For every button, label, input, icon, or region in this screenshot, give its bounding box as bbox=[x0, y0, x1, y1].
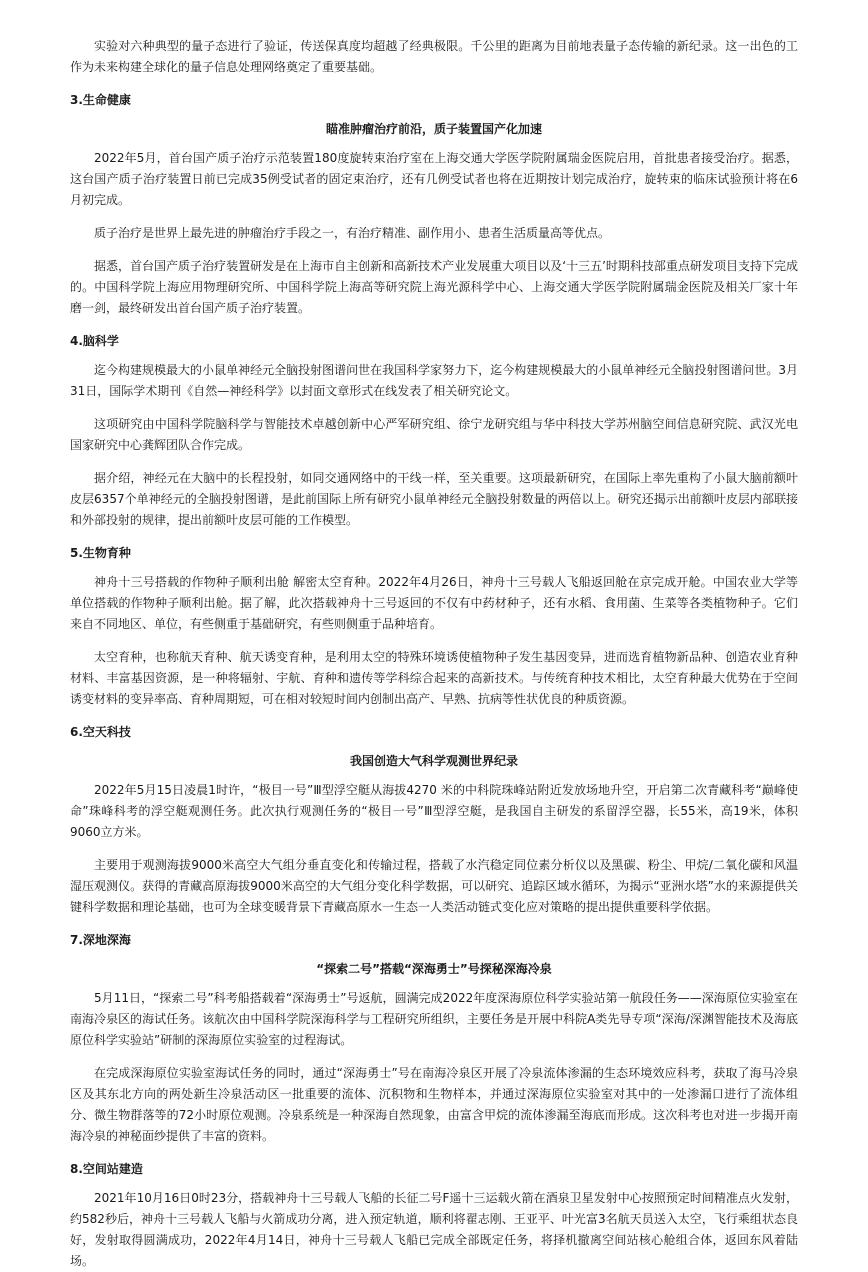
paragraph: 这项研究由中国科学院脑科学与智能技术卓越创新中心严军研究组、徐宁龙研究组与华中科技大学苏州脑空间信息研究院、武汉光电国家研究中心龚辉团队合作完成。 bbox=[70, 417, 798, 452]
paragraph: 据介绍，神经元在大脑中的长程投射，如同交通网络中的干线一样，至关重要。这项最新研究，在国际上率先重构了小鼠大脑前额叶皮层6357个单神经元的全脑投射图谱，是此前国际上所有研究小鼠单神经元全脑投射数量的两倍以上。研究还揭示出前额叶皮层内部联接和外部投射的规律，提出前额叶皮层可能的工作模型。 bbox=[70, 471, 798, 527]
article-title: 瞄准肿瘤治疗前沿，质子装置国产化加速 bbox=[325, 122, 542, 136]
paragraph: 实验对六种典型的量子态进行了验证，传送保真度均超越了经典极限。千公里的距离为目前地表量子态传输的新纪录。这一出色的工作为未来构建全球化的量子信息处理网络奠定了重要基础。 bbox=[70, 39, 798, 74]
paragraph: 2022年5月15日凌晨1时许，“极目一号”Ⅲ型浮空艇从海拔4270 米的中科院珠峰站附近发放场地升空，开启第二次青藏科考“巅峰使命”珠峰科考的浮空艇观测任务。此次执行观测任务的“极目一号”Ⅲ型浮空艇，是我国自主研发的系留浮空器，长55米，高19米，体积9060立方米。 bbox=[70, 783, 798, 839]
section-heading: 7.深地深海 bbox=[70, 933, 131, 947]
section-heading: 6.空天科技 bbox=[70, 725, 131, 739]
section-heading: 8.空间站建造 bbox=[70, 1162, 143, 1176]
paragraph: 神舟十三号搭载的作物种子顺利出舱 解密太空育种。2022年4月26日，神舟十三号载人飞船返回舱在京完成开舱。中国农业大学等单位搭载的作物种子顺利出舱。据了解，此次搭载神舟十三号返回的不仅有中药材种子，还有水稻、食用菌、生菜等各类植物种子。它们来自不同地区、单位，有些侧重于基础研究，有些则侧重于品种培育。 bbox=[70, 575, 798, 631]
article-title: 我国创造大气科学观测世界纪录 bbox=[349, 754, 518, 768]
section-heading: 3.生命健康 bbox=[70, 93, 131, 107]
paragraph: 主要用于观测海拔9000米高空大气组分垂直变化和传输过程，搭载了水汽稳定同位素分析仪以及黑碳、粉尘、甲烷/二氧化碳和风温湿压观测仪。获得的青藏高原海拔9000米高空的大气组分变化科学数据，可以研究、追踪区域水循环，为揭示“亚洲水塔”水的来源提供关键科学数据和理论基础，也可为全球变暖背景下青藏高原水一生态一人类活动链式变化应对策略的提出提供重要科学依据。 bbox=[70, 858, 798, 914]
paragraph: 太空育种，也称航天育种、航天诱变育种，是利用太空的特殊环境诱使植物种子发生基因变异，进而选育植物新品种、创造农业育种材料、丰富基因资源，是一种将辐射、宇航、育种和遗传等学科综合起来的高新技术。与传统育种技术相比，太空育种最大优势在于空间诱变材料的变异率高、育种周期短，可在相对较短时间内创制出高产、早熟、抗病等性状优良的种质资源。 bbox=[70, 650, 798, 706]
paragraph: 据悉，首台国产质子治疗装置研发是在上海市自主创新和高新技术产业发展重大项目以及‘十三五’时期科技部重点研发项目支持下完成的。中国科学院上海应用物理研究所、中国科学院上海高等研究院上海光源科学中心、上海交通大学医学院附属瑞金医院及相关厂家十年磨一剑，最终研发出首台国产质子治疗装置。 bbox=[70, 259, 798, 315]
article-title: “探索二号”搭载“深海勇士”号探秘深海冷泉 bbox=[316, 962, 552, 976]
section-heading: 4.脑科学 bbox=[70, 334, 119, 348]
paragraph: 在完成深海原位实验室海试任务的同时，通过“深海勇士”号在南海冷泉区开展了冷泉流体渗漏的生态环境效应科考，获取了海马冷泉区及其东北方向的两处新生冷泉活动区一批重要的流体、沉积物和生物样本，并通过深海原位实验室对其中的一处渗漏口进行了流体组分、微生物群落等的72小时原位观测。冷泉系统是一种深海自然现象，由富含甲烷的流体渗漏至海底而形成。这次科考也对进一步揭开南海冷泉的神秘面纱提供了丰富的资料。 bbox=[70, 1066, 798, 1143]
paragraph: 迄今构建规模最大的小鼠单神经元全脑投射图谱问世在我国科学家努力下，迄今构建规模最大的小鼠单神经元全脑投射图谱问世。3月31日，国际学术期刊《自然—神经科学》以封面文章形式在线发表了相关研究论文。 bbox=[70, 363, 798, 398]
paragraph: 2021年10月16日0时23分，搭载神舟十三号载人飞船的长征二号F遥十三运载火箭在酒泉卫星发射中心按照预定时间精准点火发射，约582秒后，神舟十三号载人飞船与火箭成功分离，进入预定轨道，顺利将翟志刚、王亚平、叶光富3名航天员送入太空，飞行乘组状态良好，发射取得圆满成功，2022年4月14日，神舟十三号载人飞船已完成全部既定任务，将择机撤离空间站核心舱组合体，返回东风着陆场。 bbox=[70, 1191, 798, 1268]
paragraph: 5月11日，“探索二号”科考船搭载着“深海勇士”号返航，圆满完成2022年度深海原位科学实验站第一航段任务——深海原位实验室在南海冷泉区的海试任务。该航次由中国科学院深海科学与工程研究所组织，主要任务是开展中科院A类先导专项“深海/深渊智能技术及海底原位科学实验站”研制的深海原位实验室的过程海试。 bbox=[70, 991, 798, 1047]
paragraph: 质子治疗是世界上最先进的肿瘤治疗手段之一，有治疗精准、副作用小、患者生活质量高等优点。 bbox=[94, 226, 611, 240]
paragraph: 2022年5月，首台国产质子治疗示范装置180度旋转束治疗室在上海交通大学医学院附属瑞金医院启用，首批患者接受治疗。据悉，这台国产质子治疗装置日前已完成35例受试者的固定束治疗，还有几例受试者也将在近期按计划完成治疗，旋转束的临床试验预计将在6月初完成。 bbox=[70, 151, 798, 207]
section-heading: 5.生物育种 bbox=[70, 546, 131, 560]
